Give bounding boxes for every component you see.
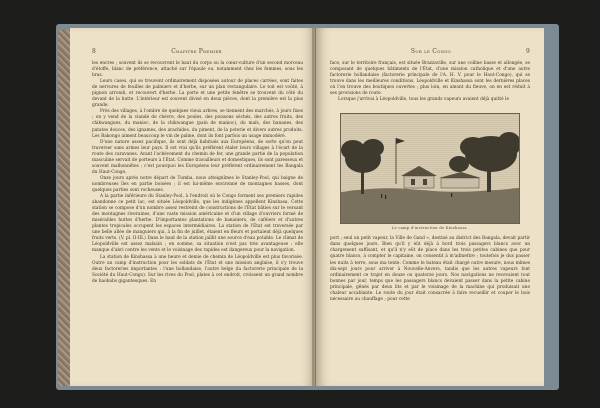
right-page-body-top [330, 61, 530, 103]
paragraph: port ; seul un petit vapeur, la Ville de Gand », destiné au district des Bangala, devait partir dans quelques jours. Bien qu'il y eût déjà à bord trois passagers blancs avec un chargement suffisant, et qu'il n'y eût de place dans les trois petites cabines que pour quatre blancs, à compter le capitaine, on consentit à m'admettre ; toutefois je dus passer les nuits à terre, sous ma tente. Comme le bateau était chargé outre mesure, nous mîmes dix-sept jours pour arriver à Nouvelle-Anvers, tandis que les autres vapeurs font ordinairement ce trajet en douze ou quatorze jours. Nos navigations ne recevaient tout bonnes par jour, temps que les passagers blancs devaient passer dans la petite cabine principale, gênés par deux lits et par le voisinage de la machine qui produisait une chaleur accablante. Le route du jour était consacrée à faire recueillir et couper le bois nécessaire au chauffage ; pour cette [330, 236, 530, 302]
paragraph: Lorsque j'arrivai à Léopoldville, tous les grands vapeurs avaient déjà quitté le [338, 97, 510, 103]
paragraph: A la partie inférieure du Stanley-Pool, à l'endroit où le Congo forment ses premiers rapides abandonne ce petit lac, est située Léopoldville, que les indigènes appellent Kinshasa. Cette station se compose d'un nombre assez restreint de constructions de l'État bâties sur le versant des montagnes riveraines, d'une vaste mission américaine et d'un village d'ouvriers formé de misérables huttes d'herbe. D'importantes plantations de bananiers, de caféiers et d'autres plantes tropicales occupent les espaces intermédiaires. La station de l'État est traversée par une belle allée de manguiers qui, à la fin de juillet, étaient en fleurs et portaient déjà quelques fruits verts. (V. pl. II-III.) Dans le haut de la station jaillit une source d'eau potable. Le climat de Léopoldville est assez malsain ; en somme, sa situation n'est pas très avantageuse : elle manque d'abri contre les vents et le voisinage des rapides est dangereux pour la navigation. [92, 194, 303, 254]
paragraph: Leurs cases, qui se trouvent ordinairement disposées autour de places carrées, sont faites de nervures de feuilles de palmiers et d'herbe, sur un plan rectangulaire. Le toit est voûté, à pignon arrondi, et recouvert d'herbe. La porte et une petite fenêtre se trouvent du côté du devant de la hutte. L'intérieur est souvent divisé en deux pièces, dont la première est la plus grande. [92, 79, 303, 109]
paragraph: les encres ; souvent ils se recouvrent le haut du corps ou la cœur-culture d'un second morceau d'étoffe, blanc de préférence, attaché sur l'épaule ou, notamment chez les femmes, sous les bras. [92, 61, 303, 79]
paragraph: face, sur le territoire français, est située Brazzaville, sur une colline basse et allongée, se composant de quelques bâtiments de l'État, d'une mission catholique et d'une autre factorerie hollandaise (factorerie principale de l'A. H. V. pour le Haut-Congo), qui se trouve dans les meilleures conditions. Léopoldville et Kinshassa sont les dernières places où l'on trouve des boutiques ouvertes ; plus loin, en amont du fleuve, on en est réduit à ses provisions de route. [330, 61, 530, 97]
left-page [70, 28, 315, 386]
paragraph: Onze jours après notre départ de Tumba, nous atteignîmes le Stanley-Pool, qui baigne de nombreuses îles en partie boisées ; il est lui-même environné de montagnes basses, dont quelques parties sont rocheuses. [92, 175, 303, 193]
right-page-header [330, 48, 530, 55]
right-page-number: 9 [525, 48, 530, 55]
paragraph: La station de Kinshassa à une heure et demie de chemin de Léopoldville est plus favorisée. Outre un camp d'instruction pour les soldats de l'État et une mission anglaise, il s'y trouve deux factoreries importantes : l'une hollandaise, l'autre belge (la factorerie principale de la Société du Haut-Congo). Sur les rives du Pool, plates à cet endroit, croissent un grand nombre de baobabs gigantesques. En [92, 254, 303, 284]
paragraph: D'une nature assez pacifique, ils sont déjà habitués aux Européens, de sorte qu'on peut traverser sans armes leur pays. Il est vrai qu'ils préfèrent étaler leurs villages à l'écart de la route des caravanes. Avant l'achèvement du chemin de fer, une grande partie de la population masculine servait de porteurs à l'État. Comme travailleurs et domestiques, ils sont paresseux et souvent malhonnêtes ; c'est pourquoi les Européens leur préfèrent ordinairement les Bangala du Haut-Congo. [92, 139, 303, 175]
right-page-body-bottom [330, 236, 530, 303]
right-running-title: Sur le Congo [410, 48, 452, 55]
left-running-title: Chapitre Premier [171, 48, 222, 55]
left-page-number: 8 [92, 48, 97, 55]
figure-caption: Le camp d'instruction de Kinshassa. [391, 226, 469, 231]
left-page-header [92, 48, 303, 55]
paragraph: Près des villages, à l'ombre de quelques vieux arbres, se tiennent des marchés, à jours fixes ; on y vend de la viande de chèvre, des poules, des poissons séchés, des autres fruits, des chikwangues, du manioc, de la chikwangue (pain de manioc), du maïs, des bananes, des patates douces, des ignames, des arachides, du piment, de la poterie et divers autres produits. Les Bakongo aiment beaucoup le vin de palme, dont ils font parfois un usage immodéré. [92, 109, 303, 139]
camp-engraving-image [341, 114, 519, 223]
left-page-body [92, 61, 303, 285]
right-page [316, 28, 544, 386]
engraving-illustration [340, 113, 520, 224]
